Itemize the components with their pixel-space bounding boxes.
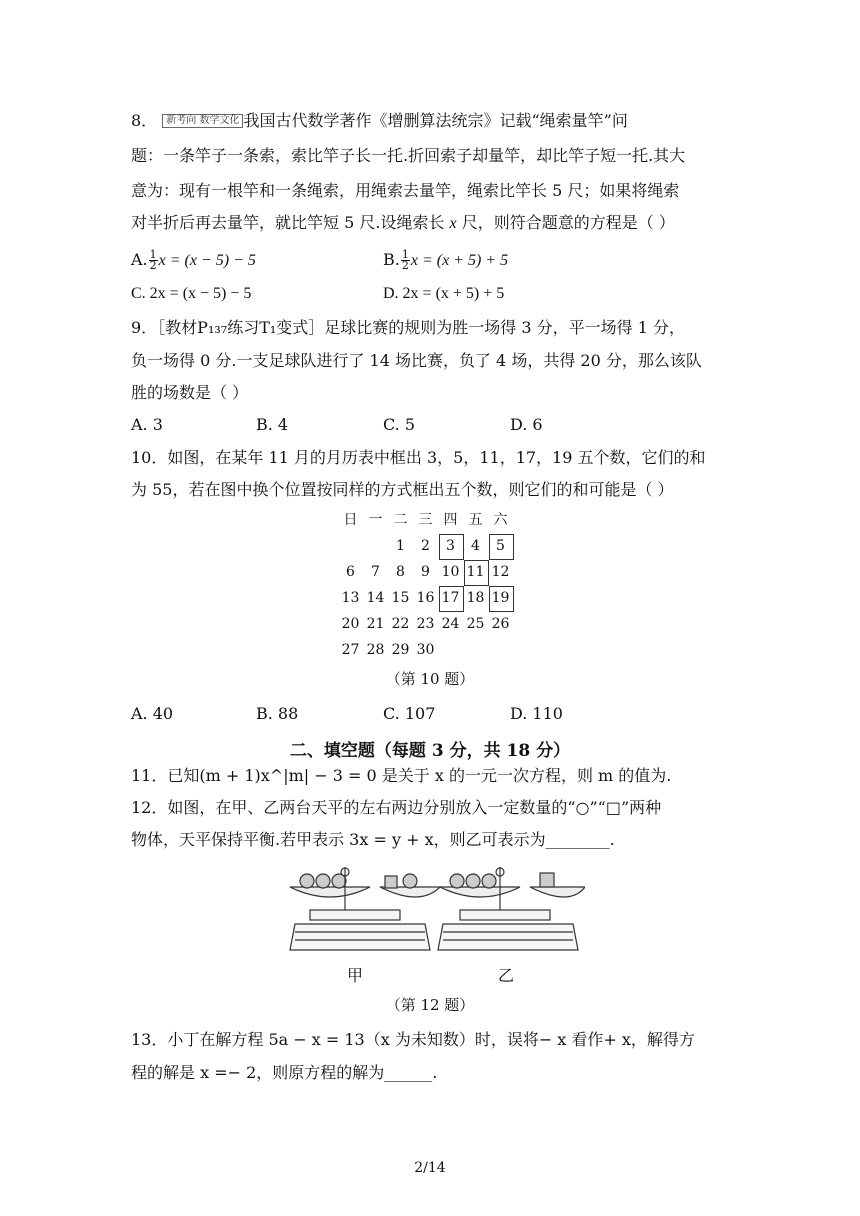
q9-option-b: B. 4 — [256, 415, 289, 434]
calendar-day: 9 — [421, 564, 430, 580]
q8-option-a: A. $\frac{1}{2}$ x = (x − 5) − 5 — [131, 248, 256, 272]
q9-line1: 9．［教材P₁₃₇练习T₁变式］足球比赛的规则为胜一场得 3 分，平一场得 1 分， — [131, 318, 685, 337]
q9-option-d: D. 6 — [510, 415, 543, 434]
calendar-header-cell: 日 — [343, 512, 358, 528]
q12-caption: （第 12 题） — [385, 996, 475, 1014]
q8-option-d: D. 2x = (x + 5) + 5 — [383, 285, 505, 302]
calendar-day: 4 — [471, 538, 480, 554]
fraction: $\frac{1}{2}$ — [149, 248, 157, 272]
q10-line1: 10．如图，在某年 11 月的月历表中框出 3，5，11，17，19 五个数，它们的和 — [131, 448, 706, 467]
calendar-day: 16 — [416, 590, 435, 606]
calendar-header-cell: 六 — [493, 512, 508, 528]
section-heading: 二、填空题（每题 3 分，共 18 分） — [289, 741, 571, 761]
q9-line2: 负一场得 0 分.一支足球队进行了 14 场比赛，负了 4 场，共得 20 分，那么该队 — [131, 351, 702, 370]
q10-caption: （第 10 题） — [385, 670, 475, 688]
calendar-day: 24 — [441, 616, 460, 632]
calendar-day: 10 — [441, 564, 460, 580]
calendar-header-cell: 五 — [468, 512, 483, 528]
q9-option-c: C. 5 — [383, 415, 416, 434]
calendar-frame-box — [489, 534, 514, 560]
q13-line1: 13．小丁在解方程 5a − x = 13（x 为未知数）时，误将− x 看作+ x，解得方 — [131, 1030, 695, 1049]
calendar-day: 17 — [441, 590, 460, 606]
calendar-frame-box — [489, 586, 514, 612]
q8-tag: 新考向 数学文化 — [162, 114, 243, 128]
q10-line2: 为 55，若在图中换个位置按同样的方式框出五个数，则它们的和可能是（ ） — [131, 480, 674, 499]
calendar-day: 19 — [491, 590, 510, 606]
calendar-day: 15 — [391, 590, 410, 606]
calendar-day: 5 — [496, 538, 505, 554]
calendar-day: 12 — [491, 564, 510, 580]
calendar-day: 11 — [466, 564, 485, 580]
label-jia: 甲 — [347, 966, 364, 985]
q8-number: 8． — [131, 111, 158, 130]
balance-yi — [438, 867, 585, 950]
calendar-day: 28 — [366, 642, 385, 658]
balance-scales-figure — [285, 862, 585, 962]
calendar-day: 27 — [341, 642, 360, 658]
calendar-header-cell: 三 — [418, 512, 433, 528]
calendar-day: 3 — [446, 538, 455, 554]
calendar-day: 18 — [466, 590, 485, 606]
q10-option-c: C. 107 — [383, 704, 436, 723]
calendar-day: 26 — [491, 616, 510, 632]
calendar-header-cell: 一 — [368, 512, 383, 528]
calendar — [338, 510, 528, 660]
fraction: $\frac{1}{2}$ — [401, 248, 409, 272]
balance-jia — [290, 867, 440, 950]
page-number: 2/14 — [414, 1160, 446, 1176]
q10-option-b: B. 88 — [256, 704, 299, 723]
q8-option-c: C. 2x = (x − 5) − 5 — [131, 285, 252, 302]
calendar-header-cell: 二 — [393, 512, 408, 528]
q8-line4: 对半折后再去量竿，就比竿短 5 尺.设绳索长 x 尺，则符合题意的方程是（ ） — [131, 213, 675, 232]
calendar-frame-box — [439, 586, 464, 612]
q8-line2: 题：一条竿子一条索，索比竿子长一托.折回索子却量竿，却比竿子短一托.其大 — [131, 146, 686, 165]
q12-line2: 物体，天平保持平衡.若甲表示 3x = y + x，则乙可表示为________. — [131, 830, 615, 849]
q9-line3: 胜的场数是（ ） — [131, 383, 249, 402]
calendar-day: 20 — [341, 616, 360, 632]
calendar-day: 29 — [391, 642, 410, 658]
label-yi: 乙 — [498, 966, 515, 985]
q10-option-a: A. 40 — [131, 704, 174, 723]
q12-line1: 12．如图，在甲、乙两台天平的左右两边分别放入一定数量的“○”“□”两种 — [131, 798, 662, 817]
calendar-day: 1 — [396, 538, 405, 554]
calendar-day: 8 — [396, 564, 405, 580]
q8-line1: 8． 新考向 数学文化 我国古代数学著作《增删算法统宗》记载“绳索量竿”问 — [131, 111, 628, 130]
calendar-frame-box — [464, 560, 489, 586]
q9-option-a: A. 3 — [131, 415, 163, 434]
calendar-day: 22 — [391, 616, 410, 632]
q8-line3: 意为：现有一根竿和一条绳索，用绳索去量竿，绳索比竿长 5 尺；如果将绳索 — [131, 181, 680, 200]
calendar-day: 23 — [416, 616, 435, 632]
q11-text: 11．已知(m + 1)x^|m| − 3 = 0 是关于 x 的一元一次方程，则 m 的值为. — [131, 766, 672, 785]
q8-option-b: B. $\frac{1}{2}$ x = (x + 5) + 5 — [383, 248, 509, 272]
calendar-day: 7 — [371, 564, 380, 580]
calendar-day: 21 — [366, 616, 385, 632]
calendar-day: 6 — [346, 564, 355, 580]
calendar-day: 14 — [366, 590, 385, 606]
q10-option-d: D. 110 — [510, 704, 563, 723]
calendar-day: 13 — [341, 590, 360, 606]
calendar-day: 30 — [416, 642, 435, 658]
calendar-day: 2 — [421, 538, 430, 554]
calendar-day: 25 — [466, 616, 485, 632]
calendar-frame-box — [439, 534, 464, 560]
calendar-header-cell: 四 — [443, 512, 458, 528]
q13-line2: 程的解是 x =− 2，则原方程的解为______. — [131, 1063, 438, 1082]
